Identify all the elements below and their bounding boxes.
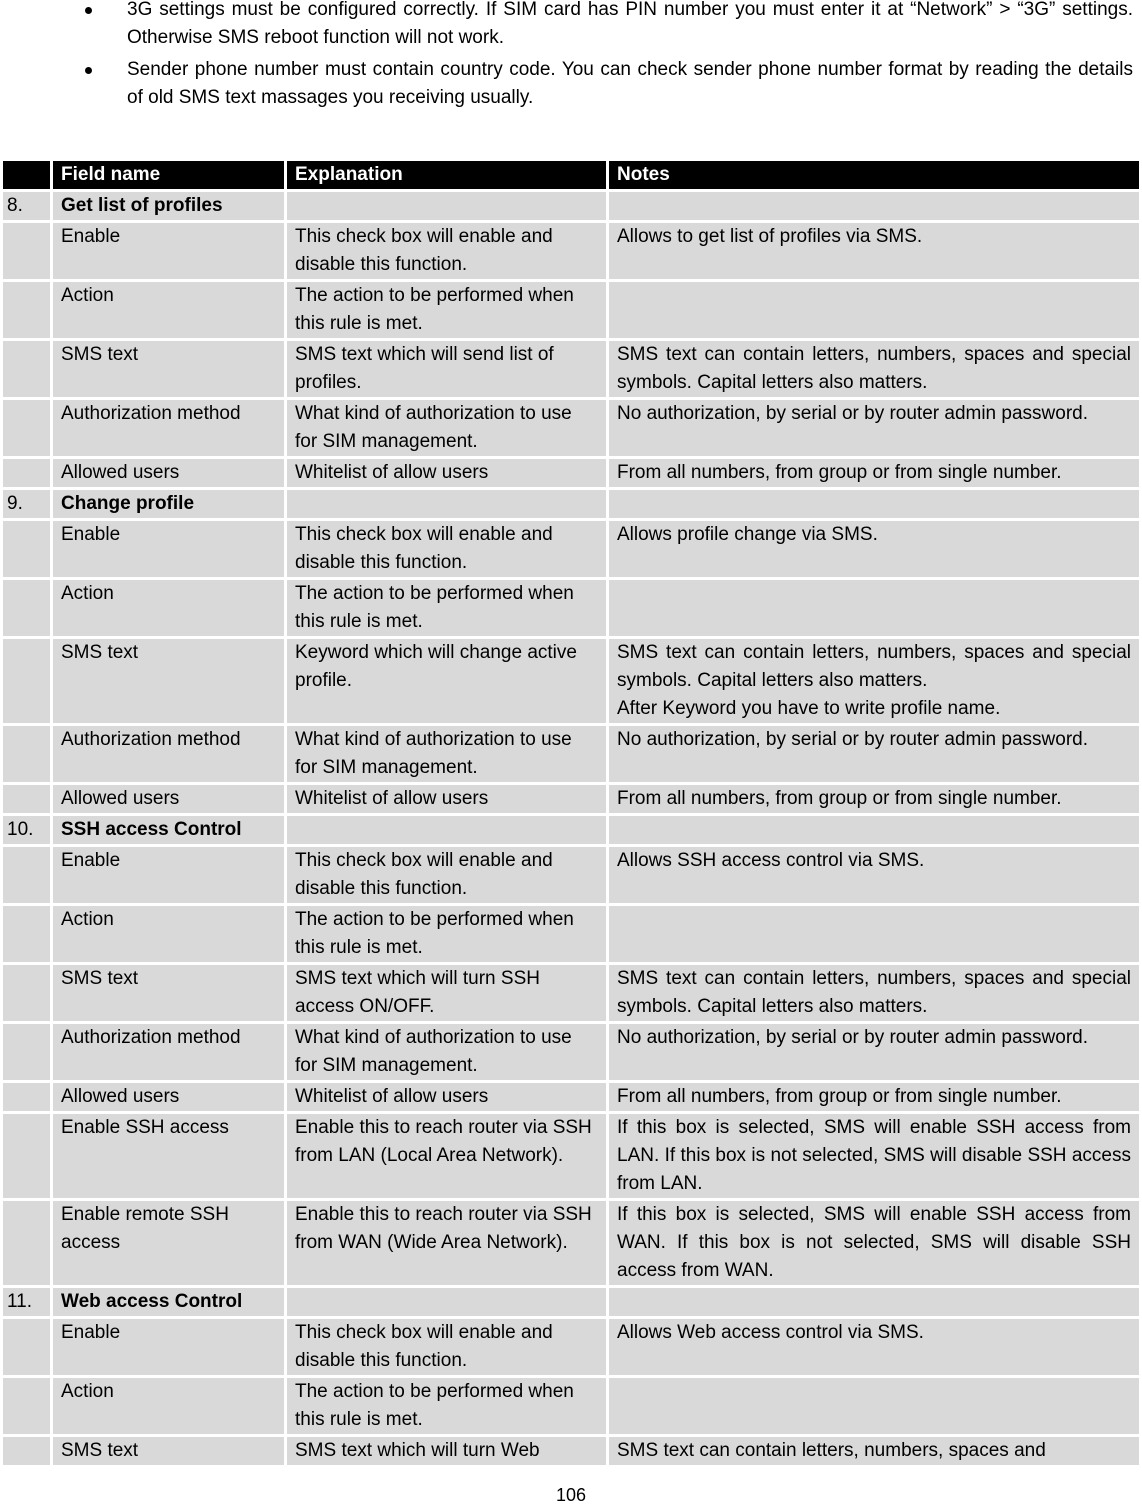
explanation-cell [287, 785, 606, 813]
section-row [3, 816, 1139, 844]
row-number [3, 785, 50, 813]
row-number [3, 639, 50, 723]
header-field-name: Field name [53, 161, 284, 189]
table-row [3, 785, 1139, 813]
notes-cell [609, 816, 1139, 844]
row-number [3, 223, 50, 279]
row-number-text: 11. [7, 1291, 33, 1312]
field-name-cell [53, 580, 284, 636]
explanation-cell [287, 1083, 606, 1111]
field-name-cell [53, 1288, 284, 1316]
field-name-cell-text: Web access Control [61, 1291, 243, 1312]
explanation-cell [287, 521, 606, 577]
notes-cell [609, 639, 1139, 723]
field-name-cell-text: Action [61, 1381, 114, 1402]
field-name-cell-text: Enable [61, 850, 121, 871]
row-number-text: 9. [7, 493, 23, 514]
field-name-cell [53, 400, 284, 456]
notes-cell [609, 580, 1139, 636]
field-name-cell [53, 1083, 284, 1111]
field-name-cell-text: Get list of profiles [61, 195, 223, 216]
bullet-item [85, 56, 1133, 112]
field-name-cell-text: SMS text [61, 968, 139, 989]
field-name-cell [53, 490, 284, 518]
explanation-cell [287, 816, 606, 844]
table-row [3, 847, 1139, 903]
notes-cell-text: Allows profile change via SMS. [617, 524, 878, 545]
field-name-cell-text: Change profile [61, 493, 195, 514]
field-name-cell-text: Action [61, 583, 114, 604]
field-name-cell [53, 1378, 284, 1434]
explanation-cell-text: SMS text which will turn Web [295, 1440, 540, 1461]
explanation-cell-text: SMS text which will send list of profiles. [295, 344, 554, 393]
notes-cell [609, 521, 1139, 577]
section-row [3, 1288, 1139, 1316]
explanation-cell-text: What kind of authorization to use for SIM management. [295, 729, 572, 778]
field-name-cell [53, 459, 284, 487]
row-number [3, 400, 50, 456]
explanation-cell-text: SMS text which will turn SSH access ON/OFF. [295, 968, 540, 1017]
bullet-text: Sender phone number must contain country code. You can check sender phone number format by reading the details of old SMS text massages you receiving usually. [127, 59, 1133, 108]
notes-cell-text: SMS text can contain letters, numbers, spaces and special symbols. Capital letters also matters. [617, 344, 1131, 393]
row-number [3, 490, 50, 518]
row-number [3, 1024, 50, 1080]
field-name-cell-text: SMS text [61, 1440, 139, 1461]
notes-bullet-list [85, 0, 1133, 116]
notes-cell [609, 785, 1139, 813]
field-name-cell-text: Authorization method [61, 729, 241, 750]
field-name-cell-text: Authorization method [61, 403, 241, 424]
sms-rules-table [0, 158, 1142, 1468]
explanation-cell [287, 223, 606, 279]
table-row [3, 223, 1139, 279]
explanation-cell [287, 282, 606, 338]
notes-cell-text: From all numbers, from group or from single number. [617, 462, 1062, 483]
row-number [3, 1437, 50, 1465]
field-name-cell-text: Enable remote SSH access [61, 1204, 229, 1253]
header-explanation: Explanation [287, 161, 606, 189]
row-number [3, 192, 50, 220]
notes-cell [609, 400, 1139, 456]
row-number [3, 282, 50, 338]
field-name-cell-text: Enable [61, 524, 121, 545]
field-name-cell [53, 726, 284, 782]
table-row [3, 282, 1139, 338]
notes-cell [609, 1378, 1139, 1434]
notes-cell-text: From all numbers, from group or from single number. [617, 1086, 1062, 1107]
notes-cell-text: If this box is selected, SMS will enable SSH access from WAN. If this box is not selected, SMS will disable SSH access from WAN. [617, 1204, 1131, 1281]
notes-cell-text: SMS text can contain letters, numbers, spaces and special symbols. Capital letters also matters. [617, 968, 1131, 1017]
table-row [3, 1201, 1139, 1285]
field-name-cell-text: Allowed users [61, 462, 180, 483]
table-row [3, 639, 1139, 723]
row-number [3, 1083, 50, 1111]
explanation-cell-text: The action to be performed when this rule is met. [295, 285, 574, 334]
field-name-cell-text: Authorization method [61, 1027, 241, 1048]
notes-cell-text: SMS text can contain letters, numbers, spaces and [617, 1440, 1046, 1461]
field-name-cell-text: Allowed users [61, 1086, 180, 1107]
notes-cell-text: Allows to get list of profiles via SMS. [617, 226, 923, 247]
explanation-cell-text: The action to be performed when this rule is met. [295, 909, 574, 958]
explanation-cell-text: Whitelist of allow users [295, 788, 489, 809]
field-name-cell [53, 341, 284, 397]
table-row [3, 1083, 1139, 1111]
row-number [3, 1378, 50, 1434]
notes-cell [609, 965, 1139, 1021]
explanation-cell [287, 459, 606, 487]
row-number-text: 10. [7, 819, 34, 840]
notes-cell [609, 459, 1139, 487]
notes-cell [609, 223, 1139, 279]
notes-cell [609, 1288, 1139, 1316]
row-number [3, 816, 50, 844]
field-name-cell-text: SMS text [61, 642, 139, 663]
notes-cell [609, 1024, 1139, 1080]
explanation-cell-text: What kind of authorization to use for SIM management. [295, 403, 572, 452]
page-number: 106 [555, 1485, 587, 1505]
explanation-cell [287, 400, 606, 456]
field-name-cell [53, 223, 284, 279]
explanation-cell [287, 726, 606, 782]
explanation-cell [287, 906, 606, 962]
notes-cell [609, 341, 1139, 397]
field-name-cell-text: Allowed users [61, 788, 180, 809]
notes-cell [609, 1083, 1139, 1111]
row-number [3, 906, 50, 962]
bullet-dot-icon [85, 67, 92, 74]
notes-cell [609, 192, 1139, 220]
explanation-cell [287, 192, 606, 220]
field-name-cell [53, 1024, 284, 1080]
field-name-cell [53, 785, 284, 813]
row-number [3, 1114, 50, 1198]
notes-cell-text: If this box is selected, SMS will enable SSH access from LAN. If this box is not selected, SMS will disable SSH access from LAN. [617, 1117, 1131, 1194]
notes-cell [609, 1201, 1139, 1285]
explanation-cell [287, 490, 606, 518]
table-row [3, 1024, 1139, 1080]
notes-cell-text: No authorization, by serial or by router admin password. [617, 729, 1089, 750]
notes-cell [609, 490, 1139, 518]
notes-cell [609, 726, 1139, 782]
field-name-cell-text: Enable SSH access [61, 1117, 229, 1138]
explanation-cell-text: This check box will enable and disable this function. [295, 1322, 553, 1371]
field-name-cell [53, 192, 284, 220]
notes-cell [609, 282, 1139, 338]
explanation-cell-text: This check box will enable and disable this function. [295, 524, 553, 573]
explanation-cell [287, 1024, 606, 1080]
field-name-cell [53, 1201, 284, 1285]
bullet-item [85, 0, 1133, 52]
table-row [3, 400, 1139, 456]
explanation-cell-text: This check box will enable and disable this function. [295, 226, 553, 275]
explanation-cell-text: Enable this to reach router via SSH from WAN (Wide Area Network). [295, 1204, 592, 1253]
notes-cell-text: No authorization, by serial or by router admin password. [617, 1027, 1089, 1048]
explanation-cell [287, 1114, 606, 1198]
row-number [3, 1288, 50, 1316]
notes-cell-text: No authorization, by serial or by router admin password. [617, 403, 1089, 424]
table-row [3, 459, 1139, 487]
field-name-cell-text: Action [61, 285, 114, 306]
table-row [3, 906, 1139, 962]
notes-cell-text: SMS text can contain letters, numbers, spaces and special symbols. Capital letters also matters. [617, 642, 1131, 691]
row-number [3, 847, 50, 903]
explanation-cell-text: What kind of authorization to use for SIM management. [295, 1027, 572, 1076]
table-row [3, 521, 1139, 577]
table-row [3, 965, 1139, 1021]
explanation-cell-text: Whitelist of allow users [295, 1086, 489, 1107]
field-name-cell [53, 639, 284, 723]
header-number [3, 161, 50, 189]
notes-cell [609, 1114, 1139, 1198]
field-name-cell [53, 1437, 284, 1465]
table-row [3, 1378, 1139, 1434]
table-row [3, 726, 1139, 782]
section-row [3, 490, 1139, 518]
field-name-cell [53, 965, 284, 1021]
row-number-text: 8. [7, 195, 23, 216]
field-name-cell [53, 816, 284, 844]
explanation-cell-text: Keyword which will change active profile. [295, 642, 577, 691]
section-row [3, 192, 1139, 220]
field-name-cell-text: SSH access Control [61, 819, 242, 840]
row-number [3, 965, 50, 1021]
notes-cell-text: From all numbers, from group or from single number. [617, 788, 1062, 809]
field-name-cell-text: Enable [61, 1322, 121, 1343]
explanation-cell [287, 847, 606, 903]
row-number [3, 1319, 50, 1375]
table-row [3, 341, 1139, 397]
field-name-cell [53, 282, 284, 338]
explanation-cell [287, 965, 606, 1021]
row-number [3, 459, 50, 487]
notes-cell-text: Allows Web access control via SMS. [617, 1322, 924, 1343]
notes-cell [609, 847, 1139, 903]
explanation-cell [287, 341, 606, 397]
explanation-cell-text: This check box will enable and disable this function. [295, 850, 553, 899]
table-row [3, 1319, 1139, 1375]
notes-cell-text: Allows SSH access control via SMS. [617, 850, 925, 871]
bullet-text: 3G settings must be configured correctly. If SIM card has PIN number you must enter it at “Network” > “3G” settings. Otherwise SMS reboot function will not work. [127, 0, 1133, 48]
table-row [3, 580, 1139, 636]
bullet-dot-icon [85, 7, 92, 14]
field-name-cell [53, 521, 284, 577]
field-name-cell [53, 1114, 284, 1198]
field-name-cell-text: Action [61, 909, 114, 930]
explanation-cell [287, 1201, 606, 1285]
field-name-cell [53, 1319, 284, 1375]
row-number [3, 521, 50, 577]
table-row [3, 1114, 1139, 1198]
table-header-row [3, 161, 1139, 189]
explanation-cell [287, 1319, 606, 1375]
field-name-cell [53, 906, 284, 962]
row-number [3, 580, 50, 636]
field-name-cell-text: Enable [61, 226, 121, 247]
field-name-cell-text: SMS text [61, 344, 139, 365]
explanation-cell-text: The action to be performed when this rule is met. [295, 583, 574, 632]
header-notes: Notes [609, 161, 1139, 189]
explanation-cell [287, 1437, 606, 1465]
explanation-cell [287, 1288, 606, 1316]
table-body [3, 192, 1139, 1465]
row-number [3, 726, 50, 782]
notes-cell [609, 906, 1139, 962]
explanation-cell [287, 580, 606, 636]
explanation-cell [287, 639, 606, 723]
explanation-cell-text: Enable this to reach router via SSH from LAN (Local Area Network). [295, 1117, 592, 1166]
notes-cell [609, 1319, 1139, 1375]
explanation-cell-text: Whitelist of allow users [295, 462, 489, 483]
notes-cell [609, 1437, 1139, 1465]
notes-extra-text: After Keyword you have to write profile name. [617, 698, 1001, 719]
field-name-cell [53, 847, 284, 903]
row-number [3, 341, 50, 397]
row-number [3, 1201, 50, 1285]
explanation-cell-text: The action to be performed when this rule is met. [295, 1381, 574, 1430]
explanation-cell [287, 1378, 606, 1434]
table-row [3, 1437, 1139, 1465]
